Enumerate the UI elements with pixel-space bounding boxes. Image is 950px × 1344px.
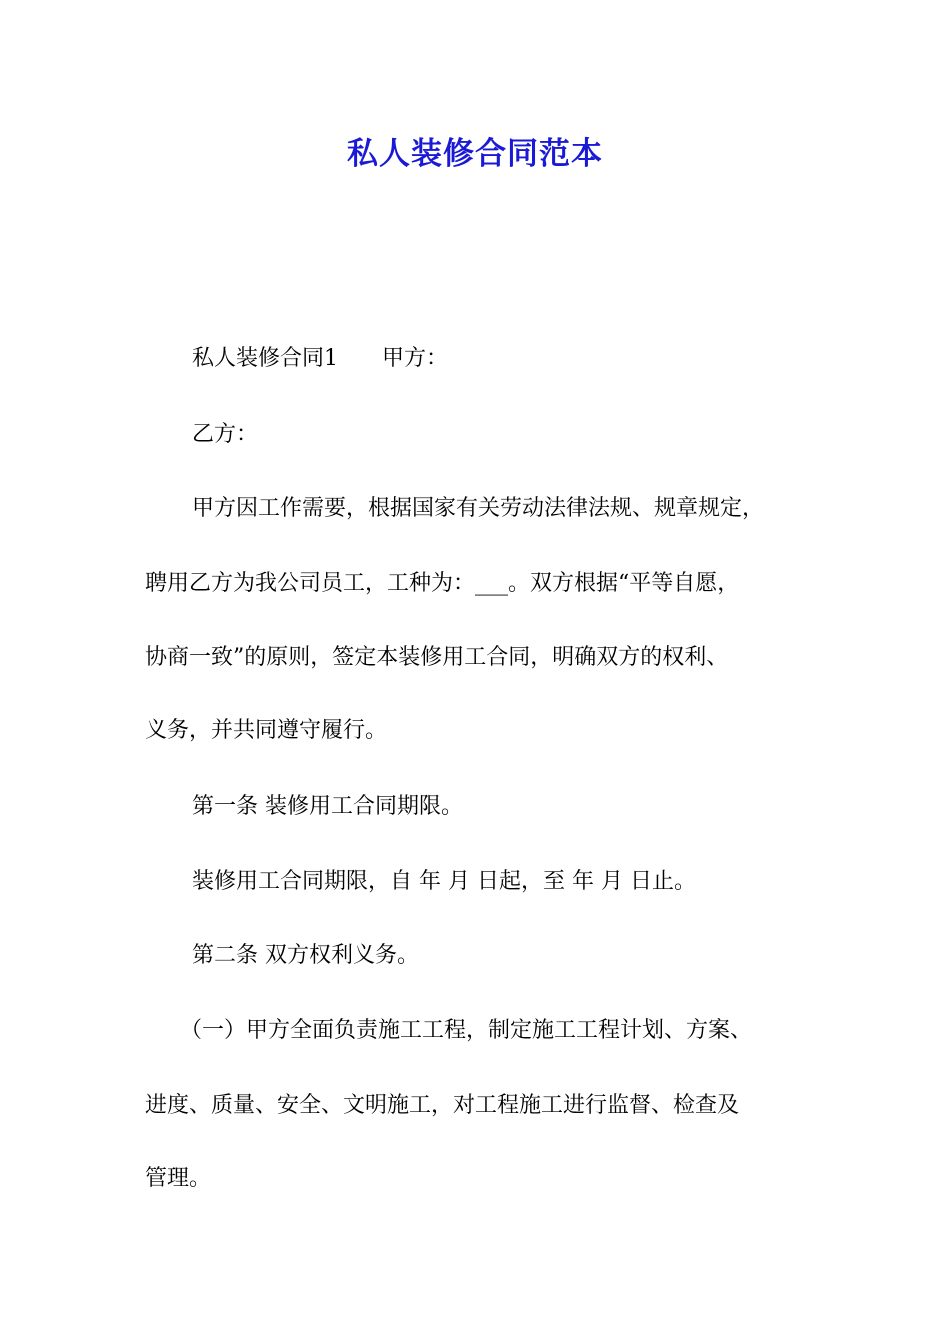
contract-number-label: 私人装修合同1 xyxy=(192,346,338,371)
paragraph-line: 进度、质量、安全、文明施工，对工程施工进行监督、检查及 xyxy=(145,1093,740,1118)
contract-heading-line xyxy=(192,344,882,374)
paragraph-line: 义务，并共同遵守履行。 xyxy=(145,718,388,743)
paragraph-line: 协商一致”的原则，签定本装修用工合同，明确双方的权利、 xyxy=(145,645,729,670)
paragraph-line: （一）甲方全面负责施工工程，制定施工工程计划、方案、 xyxy=(180,1018,753,1043)
paragraph-line: 聘用乙方为我公司员工，工种为：___。双方根据“平等自愿， xyxy=(145,571,740,596)
contract-term-line: 装修用工合同期限，自 年 月 日起，至 年 月 日止。 xyxy=(192,869,696,894)
paragraph-line: 管理。 xyxy=(145,1166,212,1191)
article-two-heading: 第二条 双方权利义务。 xyxy=(192,943,419,968)
document-title: 私人装修合同范本 xyxy=(347,136,603,172)
article-one-heading: 第一条 装修用工合同期限。 xyxy=(192,794,463,819)
party-b-label: 乙方： xyxy=(192,422,259,447)
paragraph-line: 甲方因工作需要，根据国家有关劳动法律法规、规章规定， xyxy=(192,496,765,521)
party-a-label: 甲方： xyxy=(382,346,449,371)
